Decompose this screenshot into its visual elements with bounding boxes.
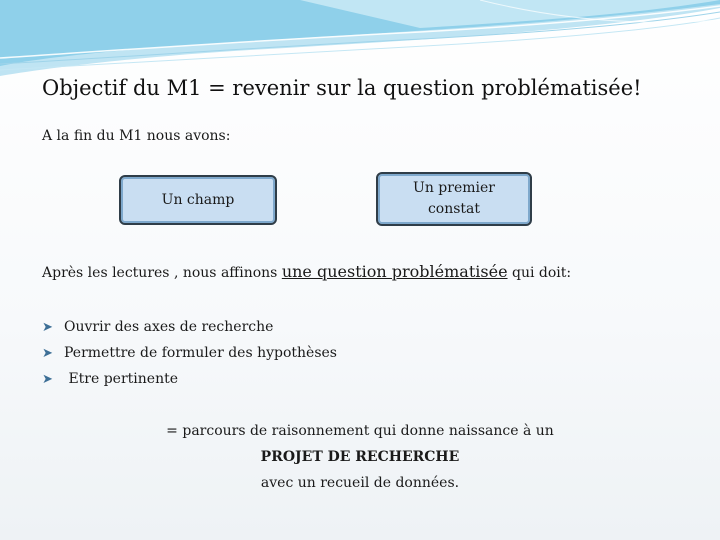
slide-title: Objectif du M1 = revenir sur la question problématisée!: [42, 76, 642, 100]
bullet-text: Permettre de formuler des hypothèses: [64, 345, 337, 361]
project-heading: PROJET DE RECHERCHE: [260, 449, 460, 465]
conclusion-line: avec un recueil de données.: [260, 475, 460, 491]
arrow-right-icon: ➤: [42, 345, 53, 361]
box-champ-label: Un champ: [161, 191, 235, 208]
bullet-text: Etre pertinente: [64, 371, 178, 387]
intro-text: A la fin du M1 nous avons:: [42, 128, 231, 144]
list-item: [42, 366, 337, 392]
refine-emphasis: une question problématisée: [281, 262, 508, 281]
refine-suffix: qui doit:: [507, 265, 572, 281]
bullet-text: Ouvrir des axes de recherche: [64, 319, 274, 335]
arrow-right-icon: ➤: [42, 319, 53, 335]
arrow-right-icon: ➤: [42, 371, 53, 387]
refine-prefix: Après les lectures , nous affinons: [42, 265, 282, 281]
box-constat: [376, 172, 532, 226]
list-item: [42, 314, 337, 340]
box-constat-label: Un premier constat: [413, 180, 495, 217]
box-champ: [119, 175, 277, 225]
refine-sentence: [42, 262, 571, 281]
list-item: [42, 340, 337, 366]
conclusion-line: = parcours de raisonnement qui donne naissance à un: [166, 423, 554, 439]
conclusion-block: [140, 418, 580, 496]
bullet-list: [42, 314, 337, 392]
top-wave-decoration: [0, 0, 720, 80]
